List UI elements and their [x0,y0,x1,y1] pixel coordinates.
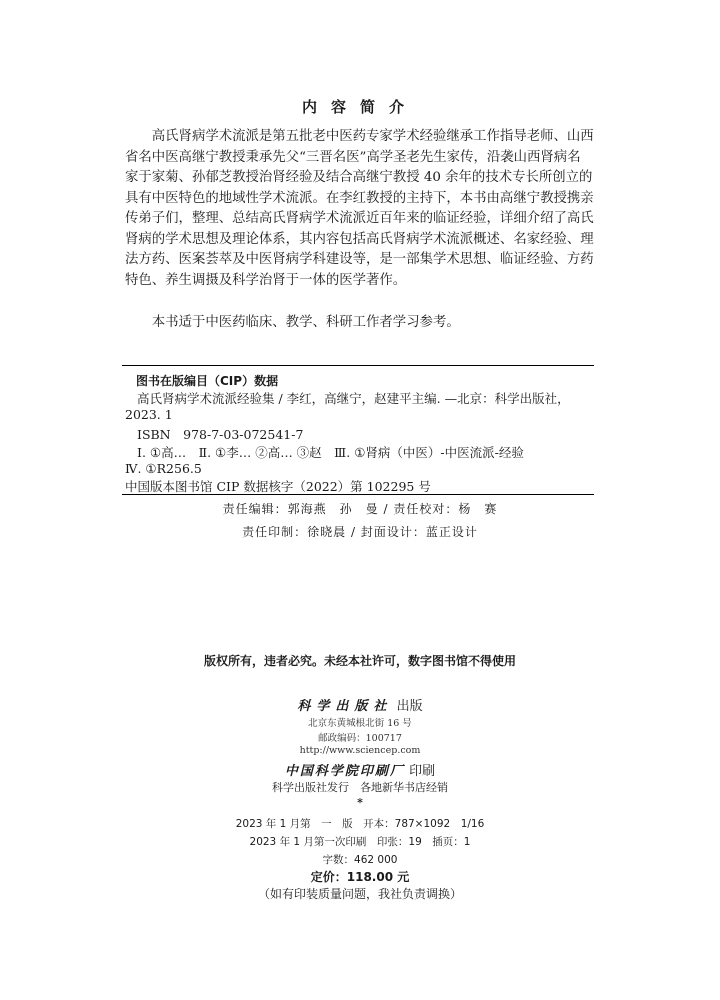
quality-note: （如有印装质量问题，我社负责调换） [257,887,462,901]
cip-heading: 图书在版编目（CIP）数据 [136,374,279,388]
publisher-line [0,695,720,714]
summary-line: 肾病的学术思想及理论体系，其内容包括高氏肾病学术流派概述、名家经验、理 [125,231,594,247]
distribution-line: 科学出版社发行 各地新华书店经销 [272,781,448,794]
cip-subject-line: Ⅰ. ①高… Ⅱ. ①李… ②高… ③赵 Ⅲ. ①肾病（中医）-中医流派-经验 [137,445,524,460]
audience-paragraph [125,313,589,334]
cip-isbn-line: ISBN 978-7-03-072541-7 [137,427,304,442]
summary-line: 具有中医特色的地域性学术流派。在李红教授的主持下，本书由高继宁教授携亲 [125,190,594,206]
separator-mark: * [357,796,363,809]
cip-classification-line: Ⅳ. ①R256.5 [125,461,202,476]
printer-line [0,760,720,779]
editor-credits: 责任编辑：郭海燕 孙 曼 / 责任校对：杨 赛 [222,502,498,516]
publisher-suffix: 出版 [396,699,423,714]
summary-paragraph [125,127,594,291]
summary-line: 法方药、医案荟萃及中医肾病学科建设等，是一部集学术思想、临证经验、方药 [125,252,594,267]
page-title: 内容简介 [301,98,418,116]
printer-logo: 中国科学院印刷厂 [284,764,405,779]
printing-line: 2023 年 1 月第一次印刷 印张：19 插页：1 [249,836,471,848]
cip-title-line: 高氏肾病学术流派经验集 / 李红，高继宁，赵建平主编. —北京：科学出版社， [137,391,570,406]
copyright-notice: 版权所有，违者必究。未经本社许可，数字图书馆不得使用 [203,654,516,668]
cip-record-line: 中国版本图书馆 CIP 数据核字（2022）第 102295 号 [125,479,431,494]
printer-suffix: 印刷 [409,764,436,779]
cip-year-line: 2023. 1 [125,407,173,422]
cip-data-box [122,365,594,495]
publisher-url: http://www.sciencep.com [299,745,421,756]
summary-line: 家于家菊、孙郁芝教授治肾经验及结合高继宁教授 40 余年的技术专长所创立的 [125,170,593,185]
summary-line: 传弟子们，整理、总结高氏肾病学术流派近百年来的临证经验，详细介绍了高氏 [125,211,594,226]
summary-line: 省名中医高继宁教授秉承先父“三晋名医”高学圣老先生家传，沿袭山西肾病名 [125,149,581,165]
audience-line: 本书适于中医药临床、教学、科研工作者学习参考。 [125,315,460,330]
summary-line: 高氏肾病学术流派是第五批老中医药专家学术经验继承工作指导老师、山西 [125,129,594,144]
price: 定价：118.00 元 [310,870,410,884]
publisher-logo: 科学出版社 [297,699,393,714]
publisher-address: 北京东黄城根北街 16 号 [308,718,412,729]
edition-line: 2023 年 1 月第 一 版 开本：787×1092 1/16 [235,818,485,830]
publisher-zip: 邮政编码：100717 [318,733,402,744]
production-credits: 责任印制：徐晓晨 / 封面设计：蓝正设计 [242,525,478,539]
summary-line: 特色、养生调摄及科学治肾于一体的医学著作。 [125,272,407,288]
word-count: 字数：462 000 [322,854,398,866]
